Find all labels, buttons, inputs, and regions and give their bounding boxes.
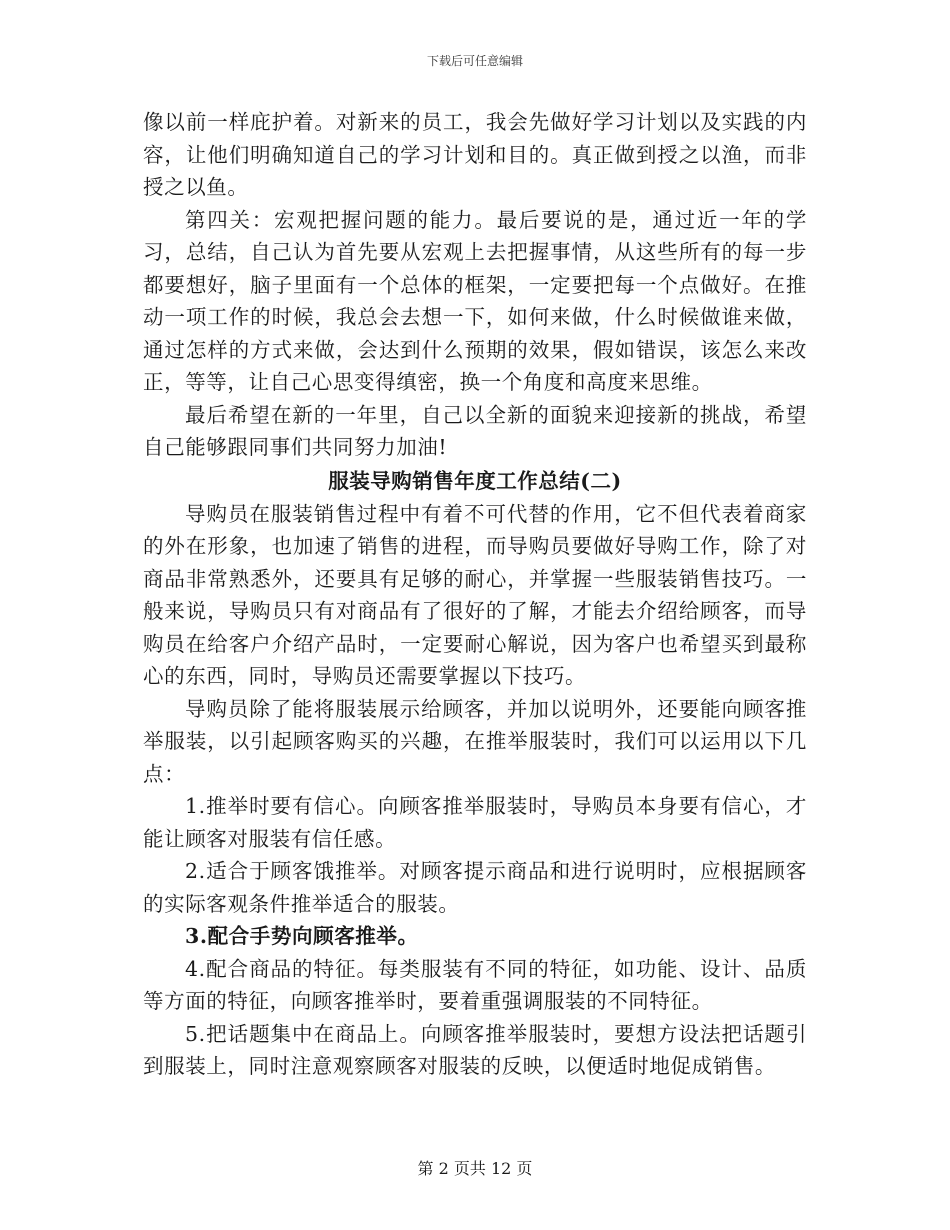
section-heading: 服装导购销售年度工作总结(二) [328, 468, 622, 493]
page-header: 下载后可任意编辑 [426, 54, 523, 68]
list-item-2: 2.适合于顾客饿推举。对顾客提示商品和进行说明时，应根据顾客的实际客观条件推举适合的服装。 [143, 859, 807, 916]
paragraph-fourth-level: 第四关：宏观把握问题的能力。最后要说的是，通过近一年的学习，总结，自己认为首先要从宏观上去把握事情，从这些所有的每一步都要想好，脑子里面有一个总体的框架，一定要把每一个点做好。在推动一项工作的时候，我总会去想一下，如何来做，什么时候做谁来做，通过怎样的方式来做，会达到什么预期的效果，假如错误，该怎么来改正，等等，让自己心思变得缜密，换一个角度和高度来思维。 [143, 207, 807, 394]
paragraph-closing-wish: 最后希望在新的一年里，自己以全新的面貌来迎接新的挑战，希望自己能够跟同事们共同努力加油! [143, 402, 807, 459]
paragraph-recommend: 导购员除了能将服装展示给顾客，并加以说明外，还要能向顾客推举服装，以引起顾客购买的兴趣，在推举服装时，我们可以运用以下几点： [143, 696, 807, 786]
paragraph-intro: 导购员在服装销售过程中有着不可代替的作用，它不但代表着商家的外在形象，也加速了销售的进程，而导购员要做好导购工作，除了对商品非常熟悉外，还要具有足够的耐心，并掌握一些服装销售技巧。一般来说，导购员只有对商品有了很好的了解，才能去介绍给顾客，而导购员在给客户介绍产品时，一定要耐心解说，因为客户也希望买到最称心的东西，同时，导购员还需要掌握以下技巧。 [143, 501, 807, 688]
paragraph-continuation: 像以前一样庇护着。对新来的员工，我会先做好学习计划以及实践的内容，让他们明确知道自己的学习计划和目的。真正做到授之以渔，而非授之以鱼。 [143, 110, 807, 199]
document-body [143, 106, 807, 1083]
list-item-5: 5.把话题集中在商品上。向顾客推举服装时，要想方设法把话题引到服装上，同时注意观察顾客对服装的反映，以便适时地促成销售。 [143, 1021, 807, 1078]
list-item-1: 1.推举时要有信心。向顾客推举服装时，导购员本身要有信心，才能让顾客对服装有信任感。 [143, 794, 807, 851]
list-item-4: 4.配合商品的特征。每类服装有不同的特征，如功能、设计、品质等方面的特征，向顾客推举时，要着重强调服装的不同特征。 [143, 956, 807, 1013]
list-item-3: 3.配合手势向顾客推举。 [185, 924, 419, 948]
page-number: 第 2 页共 12 页 [417, 1159, 533, 1178]
